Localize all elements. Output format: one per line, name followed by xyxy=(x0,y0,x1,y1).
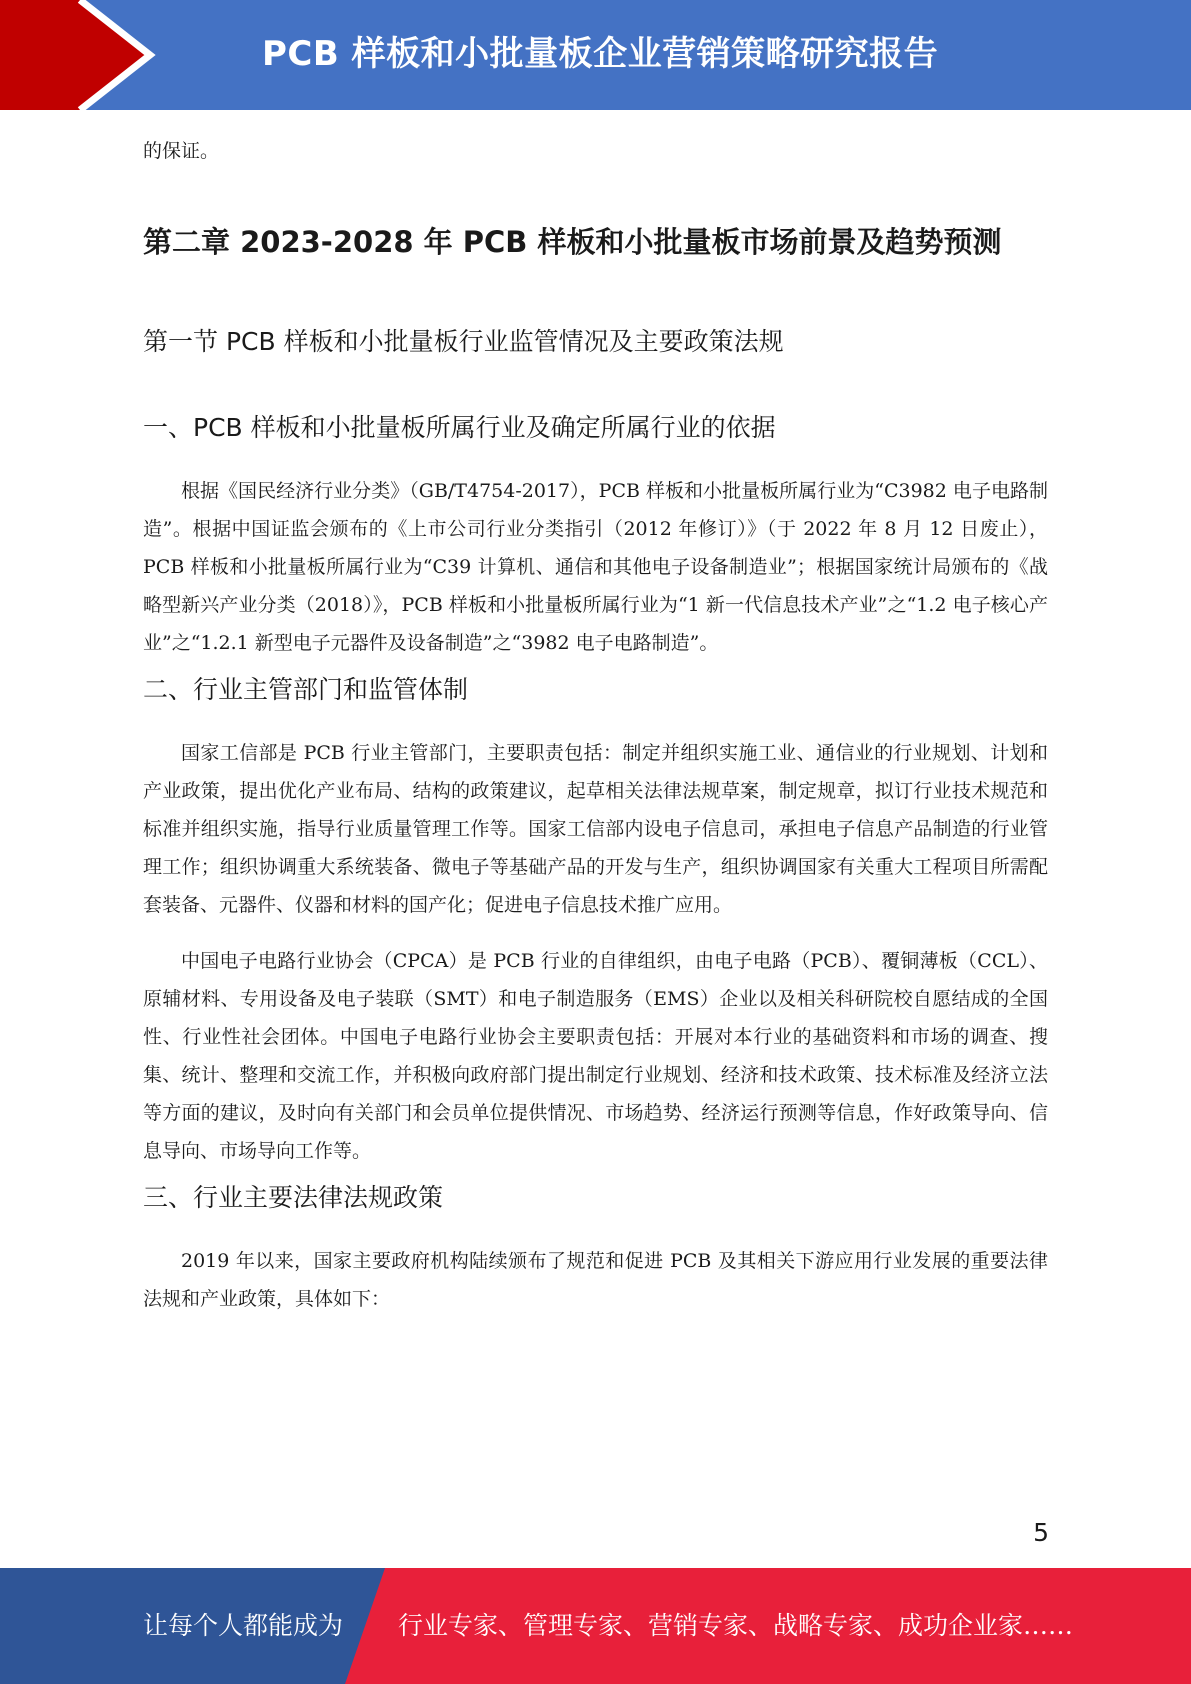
header-title: PCB 样板和小批量板企业营销策略研究报告 xyxy=(262,34,939,74)
subsection-title-1: 一、PCB 样板和小批量板所属行业及确定所属行业的依据 xyxy=(143,413,776,442)
section-title: 第一节 PCB 样板和小批量板行业监管情况及主要政策法规 xyxy=(143,327,784,356)
continued-text: 的保证。 xyxy=(143,140,220,162)
paragraph: 2019 年以来，国家主要政府机构陆续颁布了规范和促进 PCB 及其相关下游应用行业发展的重要法律法规和产业政策，具体如下： xyxy=(143,1250,1048,1310)
page-number: 5 xyxy=(1033,1518,1049,1547)
paragraph: 根据《国民经济行业分类》（GB/T4754-2017），PCB 样板和小批量板所属行业为“C3982 电子电路制造”。根据中国证监会颁布的《上市公司行业分类指引（2012 年修订）》（于 2022 年 8 月 12 日废止），PCB 样板和小批量板所属行业为“C39 计算机、通信和其他电子设备制造业”；根据国家统计局颁布的《战略型新兴产业分类（2018）》，PCB 样板和小批量板所属行业为“1 新一代信息技术产业”之“1.2 电子核心产业”之“1.2.1 新型电子元器件及设备制造”之“3982 电子电路制造”。 xyxy=(143,480,1048,654)
subsection-title-2: 二、行业主管部门和监管体制 xyxy=(143,675,469,704)
header-chevron-decoration xyxy=(0,0,160,110)
footer-slogan-right: 行业专家、管理专家、营销专家、战略专家、成功企业家…… xyxy=(398,1611,1074,1640)
paragraph: 中国电子电路行业协会（CPCA）是 PCB 行业的自律组织，由电子电路（PCB）、覆铜薄板（CCL）、原辅材料、专用设备及电子装联（SMT）和电子制造服务（EMS）企业以及相关科研院校自愿结成的全国性、行业性社会团体。中国电子电路行业协会主要职责包括：开展对本行业的基础资料和市场的调查、搜集、统计、整理和交流工作，并积极向政府部门提出制定行业规划、经济和技术政策、技术标准及经济立法等方面的建议，及时向有关部门和会员单位提供情况、市场趋势、经济运行预测等信息，作好政策导向、信息导向、市场导向工作等。 xyxy=(143,950,1048,1162)
subsection-title-3: 三、行业主要法律法规政策 xyxy=(143,1183,444,1212)
paragraph: 国家工信部是 PCB 行业主管部门，主要职责包括：制定并组织实施工业、通信业的行业规划、计划和产业政策，提出优化产业布局、结构的政策建议，起草相关法律法规草案，制定规章，拟订行业技术规范和标准并组织实施，指导行业质量管理工作等。国家工信部内设电子信息司，承担电子信息产品制造的行业管理工作；组织协调重大系统装备、微电子等基础产品的开发与生产，组织协调国家有关重大工程项目所需配套装备、元器件、仪器和材料的国产化；促进电子信息技术推广应用。 xyxy=(143,742,1048,916)
page-footer xyxy=(0,1568,1191,1684)
chapter-title: 第二章 2023-2028 年 PCB 样板和小批量板市场前景及趋势预测 xyxy=(143,225,1002,259)
page-header xyxy=(0,0,1191,110)
footer-slogan-left: 让每个人都能成为 xyxy=(143,1611,344,1640)
page-content xyxy=(143,132,1048,1318)
